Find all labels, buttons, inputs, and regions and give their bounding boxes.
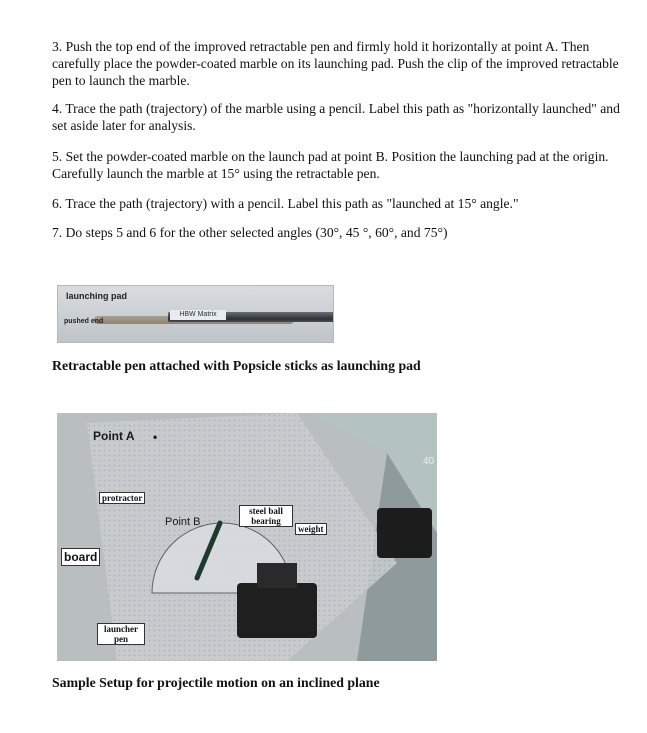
figure2-caption: Sample Setup for projectile motion on an inclined plane [52,675,380,690]
board-label: board [61,548,100,566]
point-b-label: Point B [165,516,201,528]
inclined-plane-photo [57,413,437,661]
step-3: 3. Push the top end of the improved retractable pen and firmly hold it horizontally at point A. Then carefully place the powder-coated marble on its launching pad. Push the clip of the improved retractable pen to launch the marble. [52,39,619,88]
launching-pad-photo [57,285,334,343]
step-7: 7. Do steps 5 and 6 for the other selected angles (30°, 45 °, 60°, and 75°) [52,225,448,240]
point-a-label: Point A [93,429,135,443]
step-5: 5. Set the powder-coated marble on the launch pad at point B. Position the launching pad at the origin. Carefully launch the marble at 15° using the retractable pen. [52,149,609,181]
launching-pad-label: launching pad [66,291,128,301]
weight-label: weight [295,523,327,535]
point-a-dot: • [153,430,158,444]
weight-block-1 [237,583,317,638]
step-6: 6. Trace the path (trajectory) with a pencil. Label this path as "launched at 15° angle." [52,196,519,211]
edge-number: 40 [423,456,435,467]
protractor-label: protractor [99,492,145,504]
step-4: 4. Trace the path (trajectory) of the marble using a pencil. Label this path as "horizontally launched" and set aside later for analysis. [52,101,620,133]
figure1-caption: Retractable pen attached with Popsicle sticks as launching pad [52,358,421,373]
launcher-pen-label: launcher pen [97,623,145,645]
pen-brand-text: HBW Matrix [170,310,226,320]
steel-ball-bearing-label: steel ball bearing [239,505,293,527]
pushed-end-label: pushed end [64,318,104,325]
weight-block-2 [377,508,432,558]
